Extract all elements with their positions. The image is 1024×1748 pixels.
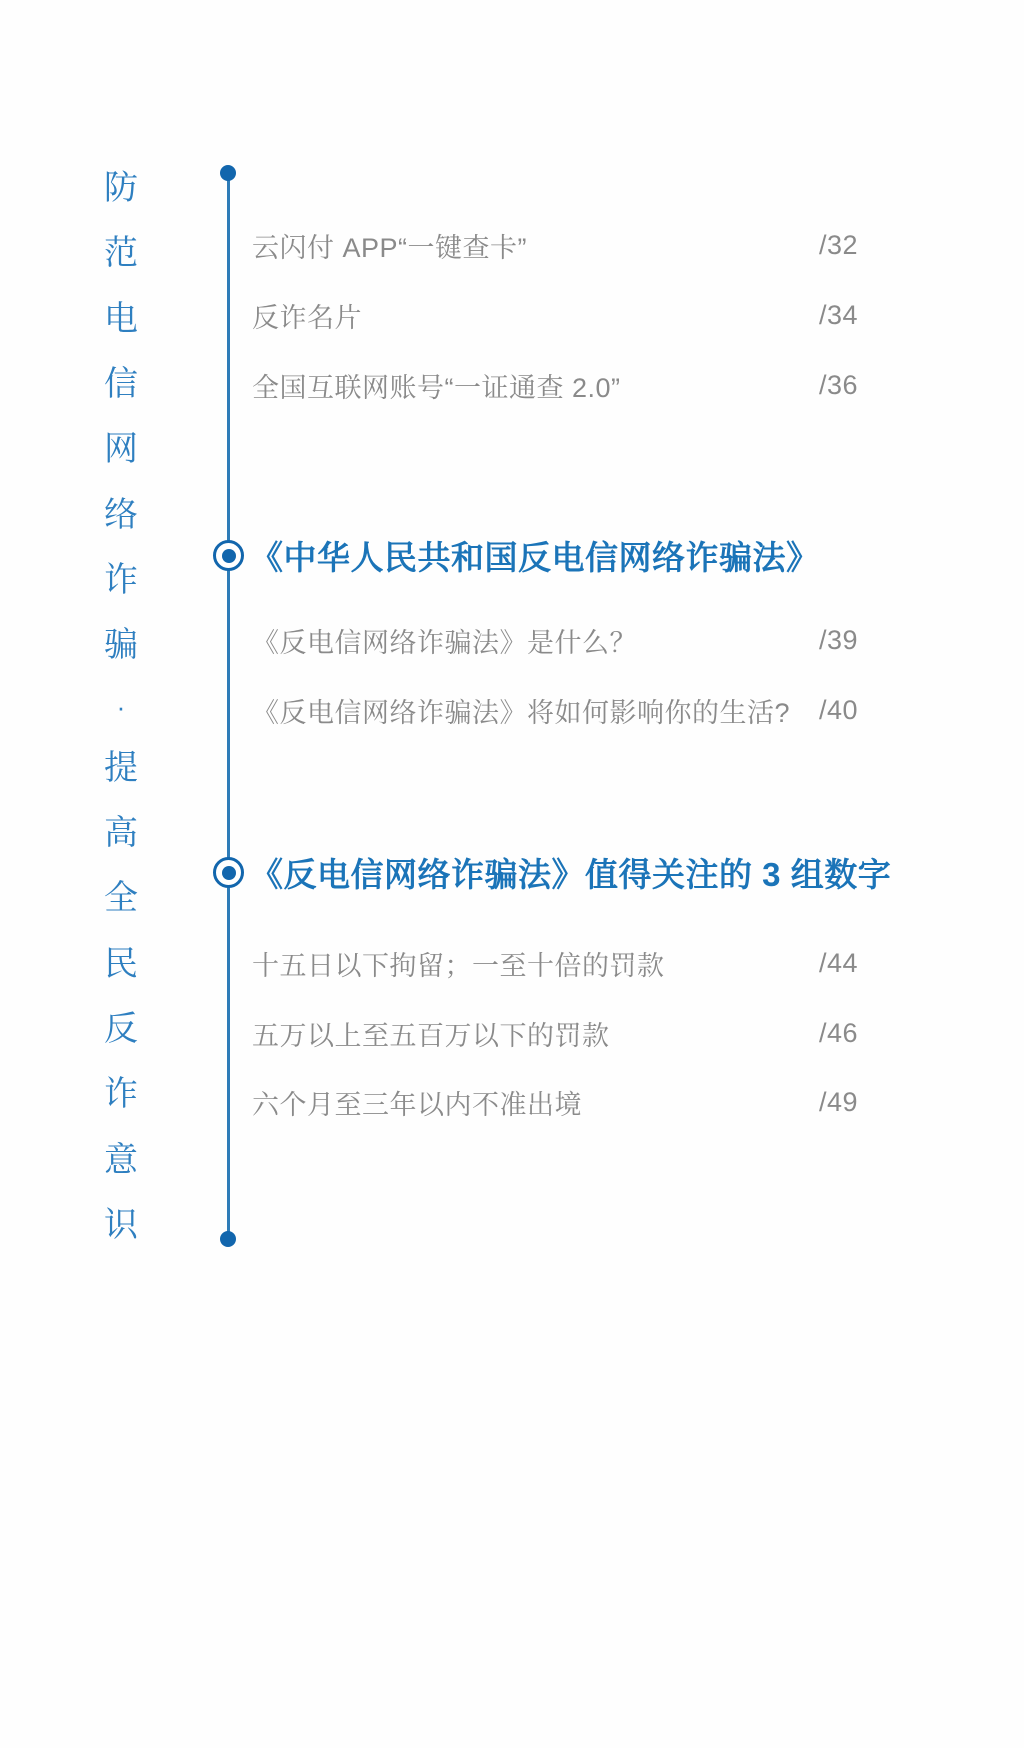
vertical-slogan-char: 全 (104, 879, 138, 918)
timeline-start-dot-icon (220, 165, 236, 181)
toc-entry-label: 十五日以下拘留；一至十倍的罚款 (252, 950, 665, 981)
vertical-slogan-char: 范 (104, 234, 138, 273)
vertical-slogan-char: 诈 (104, 1075, 138, 1114)
vertical-slogan-char: 诈 (104, 560, 138, 599)
toc-entry-page-number: /36 (818, 369, 858, 400)
toc-entry-page-number: /32 (818, 229, 858, 260)
vertical-slogan-char: 电 (104, 299, 138, 338)
vertical-slogan-char: 骗 (104, 626, 138, 665)
toc-entry-page-number: /44 (818, 947, 858, 978)
toc-entry (252, 1084, 858, 1120)
toc-entry-label: 《反电信网络诈骗法》是什么？ (252, 627, 637, 658)
vertical-slogan-char: 高 (104, 814, 138, 853)
toc-entry-label: 云闪付 APP“一键查卡” (252, 232, 528, 263)
toc-entry-label: 反诈名片 (252, 302, 362, 333)
toc-entry (252, 692, 858, 728)
vertical-slogan-char: 提 (104, 748, 138, 787)
toc-entry-page-number: /49 (818, 1086, 858, 1117)
section-bullet-icon (213, 540, 244, 571)
vertical-slogan-char: 识 (104, 1206, 138, 1244)
timeline-end-dot-icon (220, 1231, 236, 1247)
section-bullet-icon (213, 857, 244, 888)
vertical-slogan (98, 171, 144, 1242)
toc-entry-page-number: /46 (818, 1017, 858, 1048)
vertical-slogan-char: 反 (104, 1010, 138, 1049)
toc-entry-label: 六个月至三年以内不准出境 (252, 1089, 582, 1120)
toc-entry-label: 《反电信网络诈骗法》将如何影响你的生活? (252, 697, 791, 728)
vertical-slogan-char: 防 (104, 169, 138, 207)
toc-entry (252, 622, 858, 658)
vertical-slogan-char: 络 (104, 495, 138, 534)
toc-entry-label: 全国互联网账号“一证通查 2.0” (252, 372, 621, 403)
toc-section-title: 《反电信网络诈骗法》值得关注的 3 组数字 (250, 855, 892, 893)
toc-entry (252, 297, 858, 333)
toc-entry-label: 五万以上至五百万以下的罚款 (252, 1020, 610, 1051)
section-bullet-inner-dot (222, 866, 236, 880)
toc-section-title: 《中华人民共和国反电信网络诈骗法》 (250, 538, 820, 576)
section-bullet-inner-dot (222, 549, 236, 563)
toc-entry (252, 1015, 858, 1051)
toc-entry (252, 227, 858, 263)
toc-entry (252, 945, 858, 981)
timeline-line (227, 173, 230, 1239)
vertical-slogan-char: 网 (104, 430, 138, 469)
vertical-slogan-separator-dot: · (116, 691, 126, 722)
toc-entry (252, 367, 858, 403)
toc-entry-page-number: /39 (818, 624, 858, 655)
vertical-slogan-char: 信 (104, 364, 138, 403)
vertical-slogan-char: 民 (104, 944, 138, 983)
toc-entry-page-number: /40 (818, 694, 858, 725)
toc-entry-page-number: /34 (818, 299, 858, 330)
vertical-slogan-char: 意 (104, 1140, 138, 1179)
